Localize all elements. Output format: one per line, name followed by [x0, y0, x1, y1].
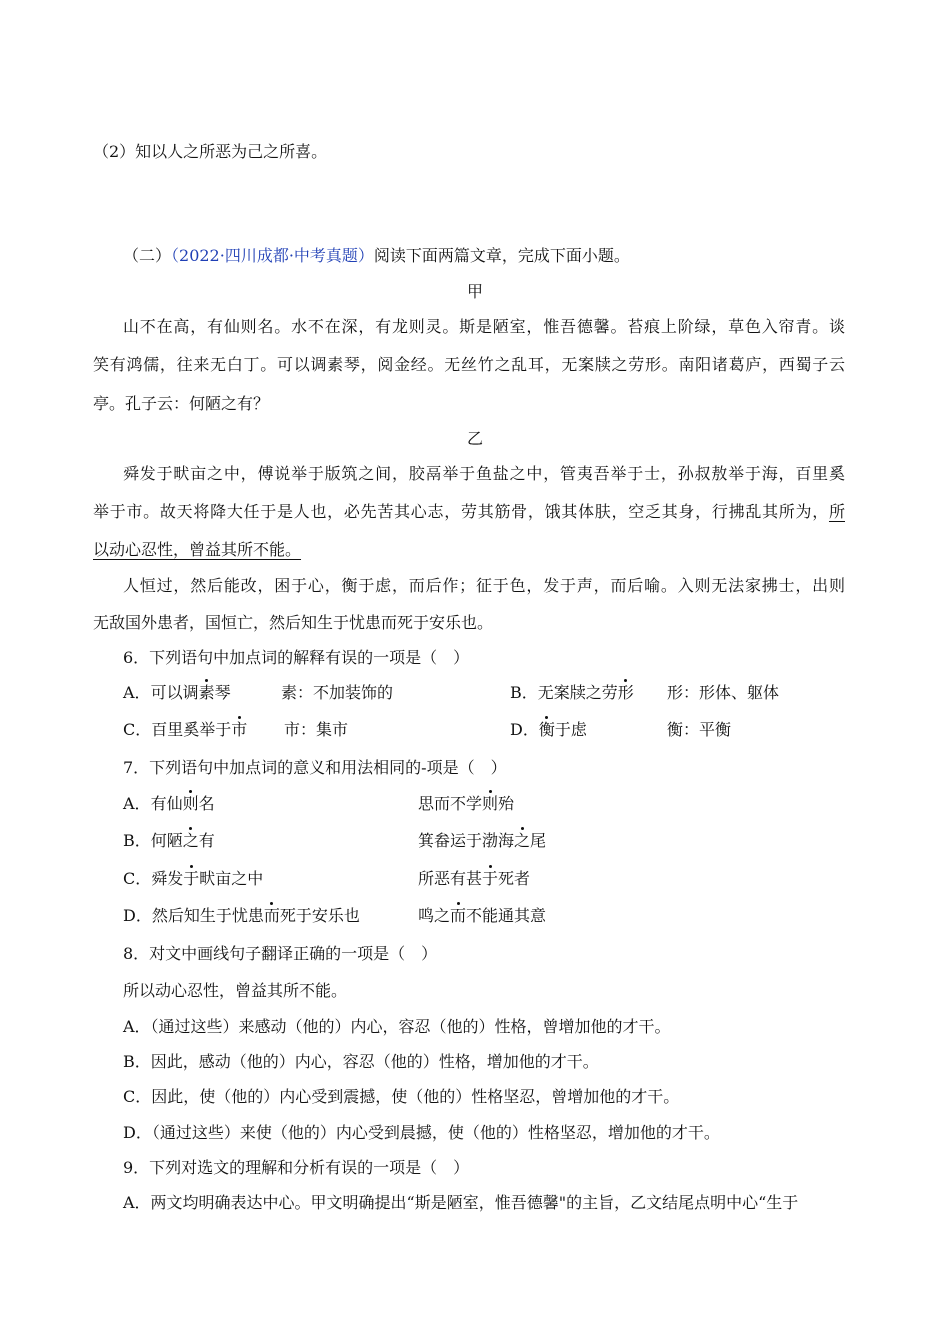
dotted-char: 衡 — [538, 720, 555, 739]
q6-stem: 6．下列语句中加点词的解释有误的一项是（ ） — [123, 648, 470, 667]
q6-option-a[interactable]: A．可以调素琴 — [123, 683, 231, 702]
section-number: （二） — [123, 246, 172, 265]
passage-b-line — [93, 502, 845, 522]
q6-option-b[interactable]: B．无案牍之劳形 — [510, 683, 634, 702]
dotted-char: 于 — [482, 869, 499, 888]
q8-option-a[interactable]: A．（通过这些）来感动（他的）内心，容忍（他的）性格，曾增加他的才干。 — [123, 1017, 671, 1036]
q6-option-b-gloss: 形：形体、躯体 — [667, 683, 780, 702]
section-heading — [123, 246, 630, 266]
dotted-char: 形 — [617, 683, 634, 702]
passage-a-title: 甲 — [466, 282, 483, 301]
dotted-char: 则 — [182, 794, 199, 813]
passage-b-text: 举于市。故天将降大任于是人也，必先苦其心志，劳其筋骨，饿其体肤，空乏其身，行拂乱其所为， — [93, 502, 829, 521]
q7-option-a-right: 思而不学则殆 — [418, 794, 515, 813]
dotted-char: 市 — [231, 720, 248, 739]
source-link[interactable]: （2022·四川成都·中考真题） — [171, 246, 374, 265]
q6-option-d[interactable]: D．衡于虑 — [510, 720, 587, 739]
underlined-sentence: 所 — [828, 502, 845, 521]
passage-b-title: 乙 — [466, 429, 483, 448]
q7-option-c[interactable]: C．舜发于畎亩之中 — [123, 869, 264, 888]
q6-option-d-gloss: 衡：平衡 — [667, 720, 732, 739]
q2-item: （2）知以人之所恶为己之所喜。 — [93, 142, 328, 161]
q6-option-a-gloss: 素：不加装饰的 — [281, 683, 394, 702]
q8-sentence: 所以动心忍性，曾益其所不能。 — [123, 981, 348, 1000]
q8-option-c[interactable]: C．因此，使（他的）内心受到震撼，使（他的）性格坚忍，曾增加他的才干。 — [123, 1087, 680, 1106]
q6-option-c[interactable]: C．百里奚举于市 — [123, 720, 248, 739]
dotted-char: 而 — [263, 906, 280, 925]
passage-a-line: 笑有鸿儒，往来无白丁。可以调素琴，阅金经。无丝竹之乱耳，无案牍之劳形。南阳诸葛庐，西蜀子云 — [93, 355, 845, 374]
q7-option-a[interactable]: A．有仙则名 — [123, 794, 215, 813]
passage-b-line: 舜发于畎亩之中，傅说举于版筑之间，胶鬲举于鱼盐之中，管夷吾举于士，孙叔敖举于海，百里奚 — [123, 464, 845, 483]
dotted-char: 之 — [182, 831, 199, 850]
passage-b-line: 无敌国外患者，国恒亡，然后知生于忧患而死于安乐也。 — [93, 613, 494, 632]
q6-option-c-gloss: 市：集市 — [284, 720, 349, 739]
passage-b-line — [93, 540, 301, 560]
q7-option-d-right: 鸣之而不能通其意 — [418, 906, 547, 925]
section-instruction: 阅读下面两篇文章，完成下面小题。 — [373, 246, 630, 265]
dotted-char: 素 — [198, 683, 215, 702]
q9-option-a[interactable]: A．两文均明确表达中心。甲文明确提出“斯是陋室，惟吾德馨"的主旨，乙文结尾点明中心“生于 — [123, 1193, 799, 1212]
q7-option-d[interactable]: D．然后知生于忧患而死于安乐也 — [123, 906, 360, 925]
q7-option-b[interactable]: B．何陋之有 — [123, 831, 215, 850]
dotted-char: 则 — [482, 794, 499, 813]
dotted-char: 之 — [514, 831, 531, 850]
q9-stem: 9．下列对选文的理解和分析有误的一项是（ ） — [123, 1158, 470, 1177]
passage-a-line: 亭。孔子云：何陋之有？ — [93, 394, 270, 413]
q8-stem: 8．对文中画线句子翻译正确的一项是（ ） — [123, 944, 438, 963]
dotted-char: 于 — [183, 869, 200, 888]
dotted-char: 而 — [450, 906, 467, 925]
passage-a-line: 山不在高，有仙则名。水不在深，有龙则灵。斯是陋室，惟吾德馨。苔痕上阶绿，草色入帘青。谈 — [123, 317, 845, 336]
q8-option-d[interactable]: D．（通过这些）来使（他的）内心受到晨撼，使（他的）性格坚忍，增加他的才干。 — [123, 1123, 720, 1142]
q7-option-c-right: 所恶有甚于死者 — [418, 869, 531, 888]
q7-stem: 7．下列语句中加点词的意义和用法相同的-项是（ ） — [123, 758, 507, 777]
q7-option-b-right: 箕畚运于渤海之尾 — [418, 831, 547, 850]
q8-option-b[interactable]: B．因此，感动（他的）内心，容忍（他的）性格，增加他的才干。 — [123, 1052, 599, 1071]
underlined-sentence: 以动心忍性，曾益其所不能。 — [93, 540, 302, 559]
passage-b-line: 人恒过，然后能改，困于心，衡于虑，而后作；征于色，发于声，而后喻。入则无法家拂士，出则 — [123, 576, 845, 595]
